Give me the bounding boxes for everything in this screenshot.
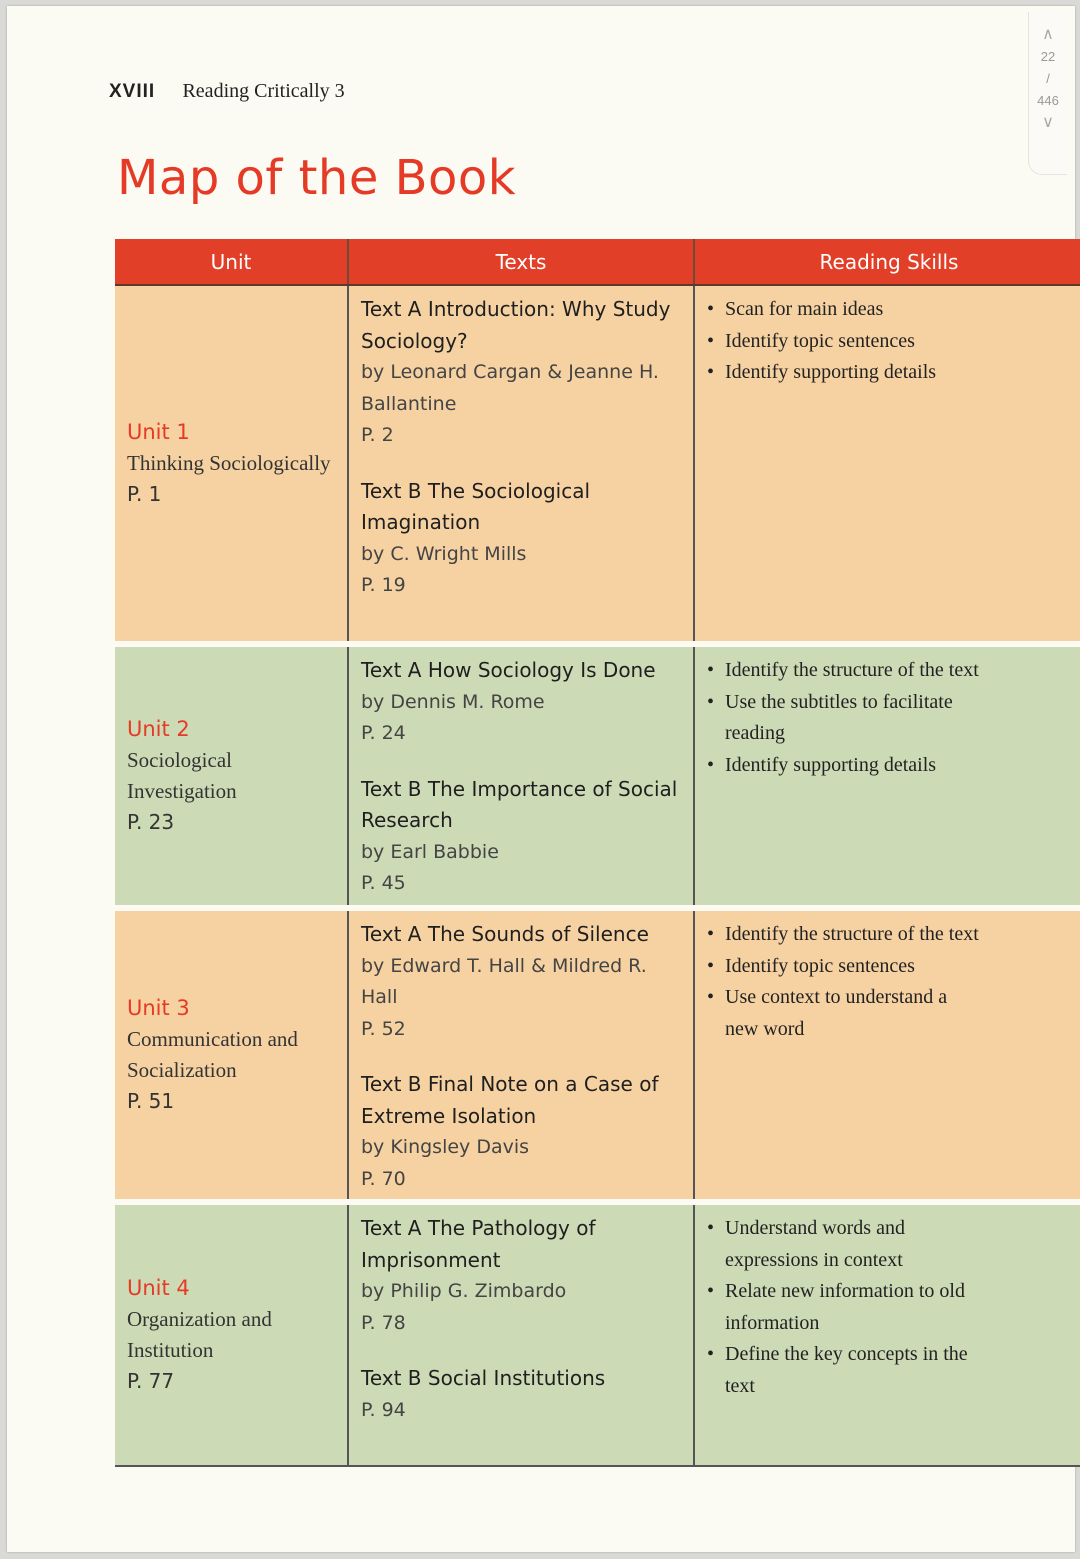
table-header-row [115, 239, 1080, 285]
text-page: P. 52 [361, 1017, 406, 1040]
text-title: Text B The Sociological Imagination [361, 478, 591, 534]
table-row [115, 1205, 1080, 1466]
text-page: P. 24 [361, 722, 406, 744]
unit-description: Communication and Socialization [127, 1027, 298, 1082]
text-author: by Earl Babbie [361, 840, 499, 863]
text-author: by Dennis M. Rome [361, 690, 545, 713]
unit-cell [115, 911, 348, 1199]
unit-description: Thinking Sociologically [127, 451, 331, 475]
unit-name: Unit 2 [127, 717, 190, 741]
text-title: Text B Social Institutions [361, 1366, 606, 1390]
skill-item: • Define the key concepts in the text [707, 1339, 995, 1402]
unit-name: Unit 3 [127, 996, 190, 1020]
unit-cell [115, 1205, 348, 1466]
unit-description: Organization and Institution [127, 1307, 272, 1362]
text-title: Text A The Pathology of Imprisonment [361, 1216, 596, 1272]
chevron-down-icon[interactable]: ∨ [1042, 114, 1054, 131]
running-head [109, 80, 345, 103]
text-author: by Leonard Cargan & Jeanne H. Ballantine [361, 361, 659, 415]
unit-cell [115, 647, 348, 905]
unit-name: Unit 4 [127, 1276, 190, 1300]
skill-item: • Identify the structure of the text [707, 655, 1073, 687]
header-texts: Texts [348, 239, 694, 285]
book-map-table [115, 239, 1080, 1467]
skill-item: • Identify the structure of the text [707, 919, 1073, 951]
total-pages: 446 [1037, 93, 1059, 108]
text-entry [361, 655, 681, 750]
chevron-up-icon[interactable]: ∧ [1042, 26, 1054, 43]
page-navigator [1028, 12, 1067, 175]
table-row [115, 285, 1080, 641]
skills-list [707, 655, 1073, 781]
text-entry [361, 294, 681, 452]
text-page: P. 78 [361, 1311, 406, 1334]
text-page: P. 2 [361, 424, 394, 446]
text-page: P. 94 [361, 1398, 406, 1421]
book-page [7, 6, 1075, 1552]
skills-list [707, 1213, 1073, 1402]
texts-cell [348, 285, 694, 641]
skills-cell [694, 1205, 1080, 1466]
current-page: 22 [1040, 49, 1056, 64]
unit-page: P. 1 [127, 482, 162, 506]
text-entry [361, 919, 681, 1045]
skills-cell [694, 911, 1080, 1199]
unit-cell [115, 285, 348, 641]
texts-cell [348, 911, 694, 1199]
text-author: by Edward T. Hall & Mildred R. Hall [361, 954, 647, 1008]
skills-list [707, 919, 1073, 1045]
skill-item: • Identify supporting details [707, 357, 1073, 389]
text-title: Text B Final Note on a Case of Extreme Isolation [361, 1072, 659, 1128]
text-title: Text A The Sounds of Silence [361, 922, 649, 946]
skill-item: • Identify supporting details [707, 750, 1073, 782]
text-title: Text A Introduction: Why Study Sociology? [361, 297, 671, 353]
unit-page: P. 51 [127, 1089, 175, 1113]
skills-cell [694, 647, 1080, 905]
skill-item: • Use the subtitles to facilitate reading [707, 687, 975, 750]
text-entry [361, 1363, 681, 1426]
page-title: Map of the Book [117, 150, 517, 206]
skills-cell [694, 285, 1080, 641]
unit-page: P. 77 [127, 1369, 175, 1393]
text-author: by C. Wright Mills [361, 542, 527, 565]
text-title: Text B The Importance of Social Research [361, 776, 678, 832]
skills-list [707, 294, 1073, 389]
skill-item: • Understand words and expressions in context [707, 1213, 945, 1276]
text-page: P. 45 [361, 872, 406, 894]
text-entry [361, 1069, 681, 1195]
table-row [115, 647, 1080, 905]
skill-item: • Relate new information to old information [707, 1276, 985, 1339]
page-number: XVIII [109, 81, 156, 102]
header-unit: Unit [115, 239, 348, 285]
unit-name: Unit 1 [127, 420, 190, 444]
text-title: Text A How Sociology Is Done [361, 658, 656, 682]
texts-cell [348, 1205, 694, 1466]
text-entry [361, 1213, 681, 1339]
page-separator: / [1046, 71, 1050, 86]
header-reading-skills: Reading Skills [694, 239, 1080, 285]
text-page: P. 19 [361, 574, 406, 596]
skill-item: • Use context to understand a new word [707, 982, 975, 1045]
book-title: Reading Critically 3 [182, 80, 345, 102]
unit-description: Sociological Investigation [127, 748, 237, 803]
text-author: by Kingsley Davis [361, 1136, 530, 1158]
unit-page: P. 23 [127, 810, 175, 834]
text-entry [361, 476, 681, 602]
skill-item: • Identify topic sentences [707, 326, 1073, 358]
skill-item: • Scan for main ideas [707, 294, 1073, 326]
text-entry [361, 774, 681, 900]
texts-cell [348, 647, 694, 905]
skill-item: • Identify topic sentences [707, 951, 1073, 983]
text-page: P. 70 [361, 1167, 406, 1190]
text-author: by Philip G. Zimbardo [361, 1280, 567, 1302]
table-row [115, 911, 1080, 1199]
